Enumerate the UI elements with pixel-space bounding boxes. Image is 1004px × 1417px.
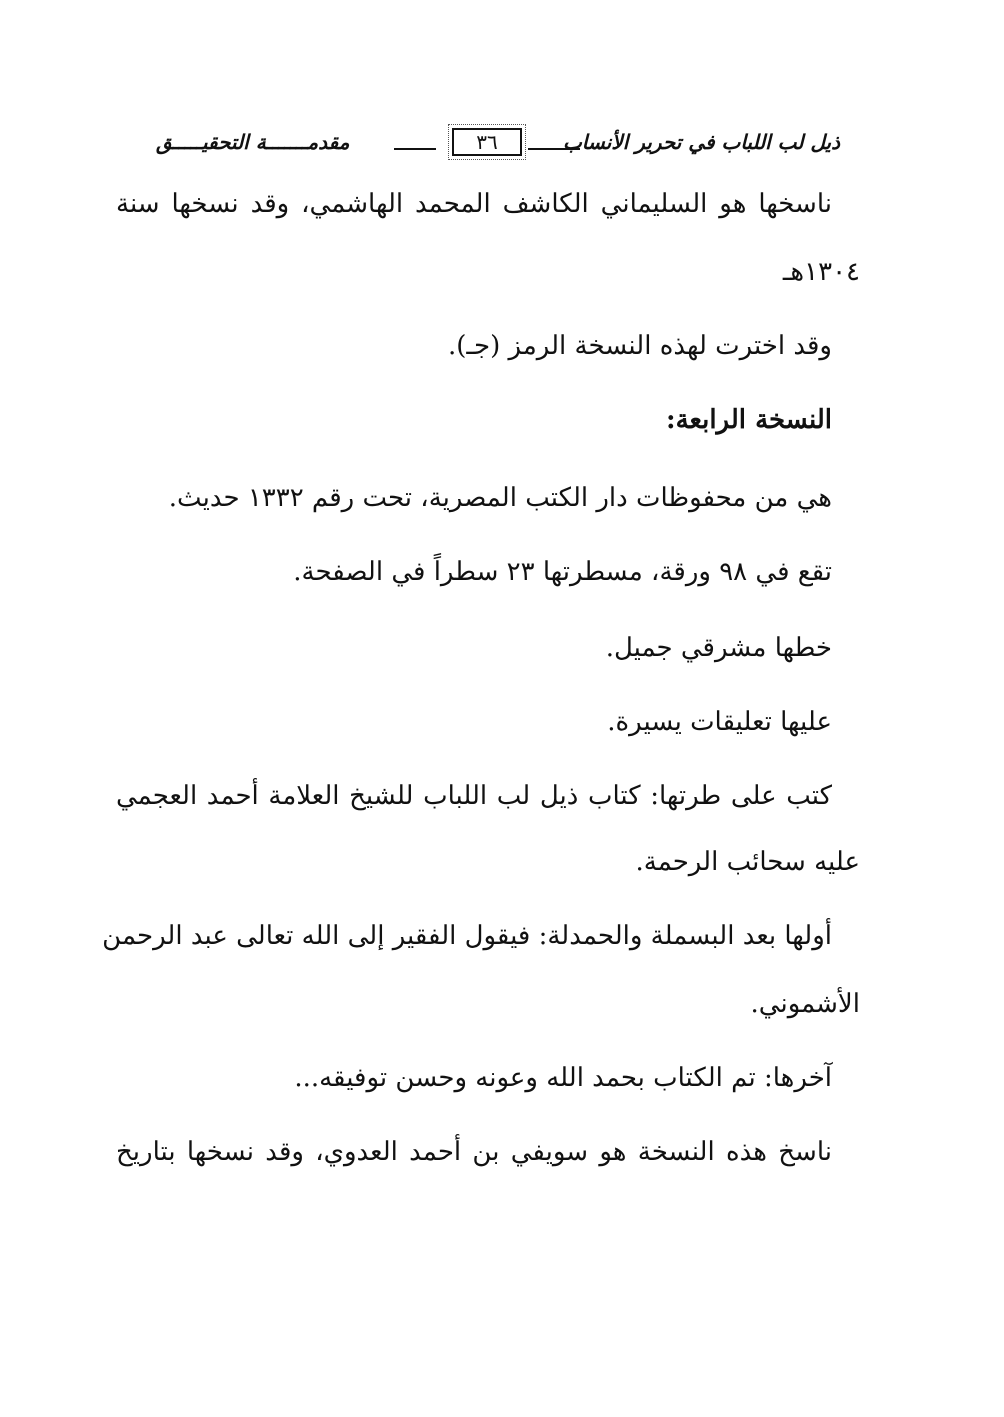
text-line-9: كتب على طرتها: كتاب ذيل لب اللباب للشيخ العلامة أحمد العجمي bbox=[116, 781, 832, 811]
page-number: ٣٦ bbox=[452, 128, 522, 156]
section-heading-fourth-copy: النسخة الرابعة: bbox=[666, 405, 832, 435]
text-line-12: الأشموني. bbox=[750, 989, 860, 1019]
text-line-5: هي من محفوظات دار الكتب المصرية، تحت رقم ١٣٣٢ حديث. bbox=[168, 483, 832, 513]
header-rule-left bbox=[394, 148, 436, 150]
text-line-2: ١٣٠٤هـ bbox=[782, 257, 860, 287]
text-line-11: أولها بعد البسملة والحمدلة: فيقول الفقير إلى الله تعالى عبد الرحمن bbox=[102, 921, 832, 951]
text-line-6: تقع في ٩٨ ورقة، مسطرتها ٢٣ سطراً في الصفحة. bbox=[293, 557, 832, 587]
header-section-title: مقدمـــــــة التحقيـــــق bbox=[156, 130, 350, 154]
text-line-1: ناسخها هو السليماني الكاشف المحمد الهاشمي، وقد نسخها سنة bbox=[116, 189, 832, 219]
text-line-10: عليه سحائب الرحمة. bbox=[635, 847, 860, 877]
text-line-7: خطها مشرقي جميل. bbox=[605, 633, 832, 663]
running-header bbox=[150, 128, 850, 162]
text-line-8: عليها تعليقات يسيرة. bbox=[607, 707, 832, 737]
header-rule-right bbox=[528, 148, 580, 150]
text-line-13: آخرها: تم الكتاب بحمد الله وعونه وحسن توفيقه... bbox=[294, 1063, 832, 1093]
header-book-title: ذيل لب اللباب في تحرير الأنساب bbox=[562, 130, 840, 154]
text-line-14: ناسخ هذه النسخة هو سويفي بن أحمد العدوي، وقد نسخها بتاريخ bbox=[116, 1137, 832, 1167]
text-line-3: وقد اخترت لهذه النسخة الرمز (جـ). bbox=[447, 331, 832, 361]
